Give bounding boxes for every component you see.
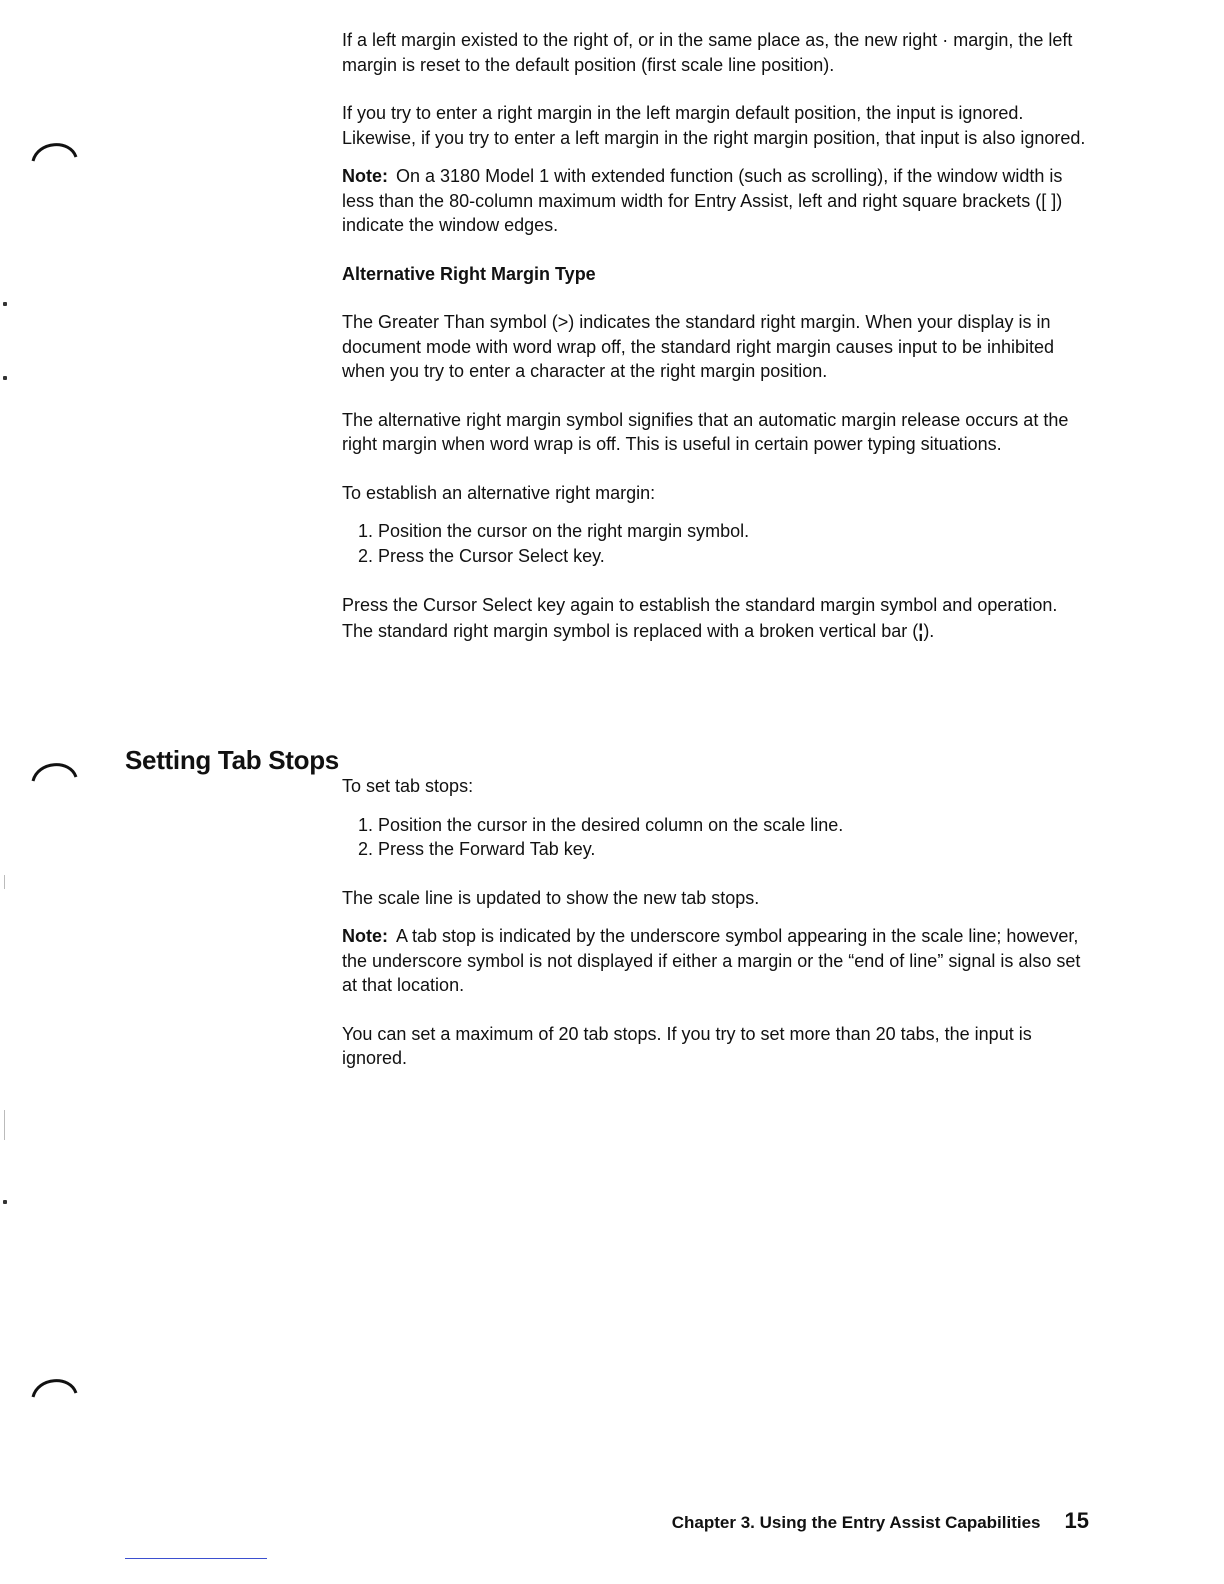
list-item: 1. Position the cursor on the right margin symbol. — [378, 519, 1087, 544]
paragraph: You can set a maximum of 20 tab stops. If you try to set more than 20 tabs, the input is ignored. — [342, 1023, 1032, 1068]
paragraph: The Greater Than symbol (>) indicates the standard right margin. When your display is in document mode with word wrap off, the standard right margin causes input to be inhibited when you try to enter a character at the right margin position. — [342, 312, 1055, 381]
scan-speck — [3, 376, 7, 380]
note — [342, 924, 1087, 998]
paragraph: The scale line is updated to show the new tab stops. — [342, 887, 760, 908]
footer-chapter-title: Chapter 3. Using the Entry Assist Capabilities — [671, 1513, 1041, 1532]
page-footer — [672, 1508, 1089, 1534]
footnote-rule — [125, 1558, 267, 1559]
paragraph: To establish an alternative right margin: — [342, 482, 656, 503]
list-item: 1. Position the cursor in the desired column on the scale line. — [378, 813, 1087, 838]
paragraph: Press the Cursor Select key again to establish the standard margin symbol and operation. The standard right margin symbol is replaced with a broken vertical bar (¦). — [342, 592, 1087, 644]
scan-speck — [4, 1110, 5, 1140]
list-item: 2. Press the Cursor Select key. — [378, 544, 1087, 569]
note-label: Note: — [342, 926, 388, 946]
page-body — [342, 28, 1087, 644]
paragraph: If you try to enter a right margin in the left margin default position, the input is ignored. Likewise, if you try to enter a left margin in the right margin position, that input is also ignored. — [342, 103, 1086, 148]
page-number: 15 — [1064, 1508, 1089, 1533]
section-heading: Setting Tab Stops — [125, 745, 339, 775]
note-text: A tab stop is indicated by the underscore symbol appearing in the scale line; however, the underscore symbol is not displayed if either a margin or the “end of line” signal is also set at that location. — [342, 926, 1081, 995]
list-item: 2. Press the Forward Tab key. — [378, 837, 1087, 862]
paragraph: The alternative right margin symbol signifies that an automatic margin release occurs at the right margin when word wrap is off. This is useful in certain power typing situations. — [342, 409, 1069, 454]
steps-list — [342, 519, 1087, 568]
subheading: Alternative Right Margin Type — [342, 263, 596, 284]
scan-speck — [3, 302, 7, 306]
binder-hole-icon — [30, 757, 78, 783]
binder-hole-icon — [30, 1373, 78, 1399]
steps-list — [342, 813, 1087, 862]
note-label: Note: — [342, 166, 388, 186]
scan-speck — [4, 875, 5, 889]
note-text: On a 3180 Model 1 with extended function (such as scrolling), if the window width is less than the 80-column maximum width for Entry Assist, left and right square brackets ([ ]) indicate the window edges. — [342, 166, 1063, 235]
binder-hole-icon — [30, 137, 78, 163]
paragraph: If a left margin existed to the right of, or in the same place as, the new right · margin, the left margin is reset to the default position (first scale line position). — [342, 30, 1073, 75]
section-body — [342, 774, 1087, 1071]
paragraph: To set tab stops: — [342, 776, 474, 796]
scan-speck — [3, 1200, 7, 1204]
broken-bar-symbol: ¦ — [918, 621, 924, 641]
note — [342, 164, 1087, 238]
